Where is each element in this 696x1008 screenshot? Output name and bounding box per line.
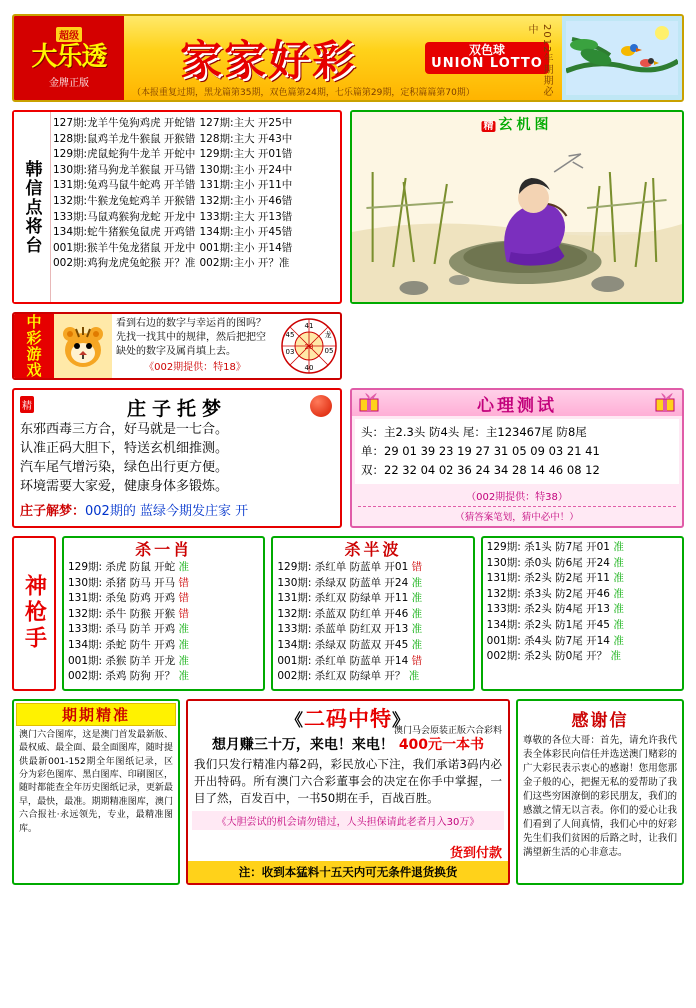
tiger-icon — [58, 320, 108, 372]
row-zhongcai — [12, 312, 684, 380]
xuanji-caption — [482, 114, 553, 134]
xinli-row: 头：主2.3头 防4头 尾：主123467尾 防8尾 — [361, 425, 587, 439]
ad-note: 《大胆尝试的机会请勿错过，人头担保请此老者月入30万》 — [192, 811, 504, 830]
zhuangzi-line: 环境需要大家爱，健康身体多锻炼。 — [20, 479, 229, 494]
forecast-result: 准 — [411, 638, 423, 651]
masthead-sup: 超级 — [56, 27, 82, 42]
svg-text:41: 41 — [304, 322, 314, 330]
ad-payment-label: 货到付款 — [449, 845, 502, 861]
panel-title: 杀一肖 — [135, 540, 193, 559]
panel-shabanbo — [271, 536, 474, 691]
hanxin-result-line: 129期:主大 开01错 — [199, 148, 293, 161]
forecast-result: 准 — [178, 561, 189, 573]
forecast-line — [277, 591, 468, 607]
forecast-text: 129期: 杀红单 防蓝单 开01 — [277, 561, 412, 573]
forecast-result: 准 — [613, 603, 624, 616]
forecast-text: 134期: 杀绿双 防蓝双 开45 — [277, 638, 412, 651]
forecast-line — [487, 571, 678, 587]
forecast-line — [487, 618, 678, 634]
hanxin-line: 132期:牛猴龙兔蛇鸡羊 开猴错 — [53, 194, 196, 207]
forecast-text: 133期: 杀蓝单 防红双 开13 — [277, 623, 412, 636]
row-zhuangzi-xinli — [12, 388, 684, 528]
panel-title: 杀半波 — [344, 540, 402, 559]
zhuangzi-line: 汽车尾气增污染，绿色出行更方便。 — [20, 460, 229, 475]
forecast-result: 准 — [411, 623, 423, 636]
forecast-line — [277, 654, 468, 670]
forecast-result: 错 — [178, 592, 189, 605]
hanxin-result-line: 128期:主大 开43中 — [199, 132, 293, 145]
forecast-line — [487, 587, 678, 603]
ad-return-policy: 注：收到本猛料十五天内可无条件退货换货 — [188, 861, 508, 883]
hanxin-left-column — [53, 116, 196, 298]
zhongcai-supply: 《002期提供：特18》 — [144, 362, 246, 373]
forecast-line — [487, 556, 678, 572]
forecast-line — [277, 607, 468, 623]
forecast-text: 129期: 杀1头 防7尾 开01 — [486, 541, 614, 553]
forecast-text: 133期: 杀2头 防4尾 开13 — [486, 603, 614, 616]
forecast-result: 准 — [613, 572, 624, 585]
hanxin-line: 134期:蛇牛猪猴兔鼠虎 开鸡错 — [53, 226, 196, 239]
thankyou-title: 感谢信 — [571, 710, 629, 731]
hanxin-line: 128期:鼠鸡羊龙牛猴鼠 开猴错 — [53, 132, 196, 145]
xinli-supply: （002期提供：特38） — [466, 492, 568, 503]
forecast-text: 001期: 杀4头 防7尾 开14 — [486, 634, 614, 647]
svg-text:40: 40 — [304, 364, 314, 372]
zhuangzi-answer-label: 庄子解梦： — [20, 504, 86, 519]
shenqiangshou-title: 神枪手 — [12, 536, 56, 691]
masthead-left-logo — [14, 16, 124, 100]
gift-icon — [358, 392, 380, 412]
forecast-result: 准 — [610, 650, 621, 663]
hanxin-result-line: 002期:主小 开？准 — [199, 257, 290, 270]
hanxin-line: 001期:猴羊牛兔龙猪鼠 开龙中 — [53, 241, 196, 254]
hanxin-result-line: 001期:主小 开14错 — [199, 241, 293, 254]
xuanji-illustration — [352, 112, 682, 302]
forecast-line — [487, 540, 678, 556]
hanxin-title: 韩信点将台 — [14, 112, 51, 302]
ad-title-bracket-right: 》 — [392, 710, 410, 731]
hanxin-line: 131期:兔鸡马鼠牛蛇鸡 开羊错 — [53, 179, 196, 192]
forecast-line — [277, 622, 468, 638]
page-title: 家家好彩 — [179, 36, 356, 85]
zhuangzi-title: 庄子托梦 — [126, 397, 227, 420]
forecast-line — [487, 602, 678, 618]
forecast-text: 001期: 杀猴 防羊 开龙 — [68, 654, 179, 667]
erma-zhongte-ad — [186, 699, 510, 885]
forecast-line — [277, 638, 468, 654]
zhongcai-wheel — [278, 314, 340, 378]
forecast-result: 准 — [411, 607, 423, 620]
masthead-illustration — [562, 16, 682, 100]
forecast-text: 134期: 杀蛇 防牛 开鸡 — [68, 638, 179, 651]
lucky-wheel-icon — [280, 317, 338, 375]
forecast-text: 130期: 杀猪 防马 开马 — [68, 576, 179, 589]
qiqi-text: 澳门六合图库，这是澳门首发最新版、最权威、最全面、最全面图库，随时提供最新001-152期全年图纸记录，区分为彩色图库、黑白图库、印刷图区，随时都能查全年历史图纸记录，更新最早，最快，最准。期期精准图库，澳门六合报社·永远领先，专业，最精准图库。 — [19, 729, 173, 834]
masthead-vertical-text: 2012年期期必中 — [526, 24, 552, 98]
ad-title-bracket-left: 《 — [286, 710, 304, 731]
qiqi-jingzhun-block — [12, 699, 180, 885]
xinli-row: 单：29 01 39 23 19 27 31 05 09 03 21 41 — [361, 444, 600, 458]
thankyou-text: 尊敬的各位大哥：首先，请允许我代表全体彩民向信任并选送澳门赌彩的广大彩民表示衷心的感谢！您用您那金子般的心，把握无私的爱帮助了我们这些穷困潦倒的彩民朋友，我们的感激之情无以言表。你们的爱心让我们看到了人间真情，我们心中的好彩先生们我们贫困的后路之时，让我们满望新生活的心非意志。 — [523, 734, 677, 858]
svg-text:05: 05 — [324, 347, 334, 355]
hanxin-line: 002期:鸡狗龙虎兔蛇猴 开？准 — [53, 257, 196, 270]
forecast-result: 准 — [613, 634, 624, 647]
zhongcai-instructions — [112, 314, 278, 378]
forecast-result: 准 — [613, 541, 624, 553]
forecast-text: 131期: 杀红双 防绿单 开11 — [277, 592, 412, 605]
panel-shayixiao — [62, 536, 265, 691]
forecast-result: 准 — [408, 670, 420, 683]
forecast-text: 132期: 杀蓝双 防红单 开46 — [277, 607, 412, 620]
forecast-line — [68, 591, 259, 607]
svg-text:45: 45 — [285, 331, 295, 339]
forecast-result: 准 — [178, 623, 189, 636]
hanxin-result-line: 134期:主小 开45错 — [199, 226, 293, 239]
ad-body: 我们只发行精准内幕2码，彩民放心下注，我们承诺3码内必开出特码。所有澳门六合彩董事会的决定在你手中掌握，一目了然，百发百中，一书50期在手，百战百胜。 — [194, 756, 502, 805]
svg-text:03: 03 — [285, 348, 295, 356]
masthead-gold-label: 金牌正版 — [49, 78, 89, 89]
zhongcai-game-block — [12, 312, 342, 380]
forecast-result: 错 — [411, 654, 423, 667]
hanxin-result-line: 131期:主小 开11中 — [199, 179, 293, 192]
forecast-text: 131期: 杀2头 防2尾 开11 — [486, 572, 614, 585]
forecast-line — [487, 649, 678, 665]
xinli-title: 心理测试 — [477, 395, 557, 416]
masthead-subline: （本报重复过期，黑龙篇第35期，双色篇第24期，七乐篇第29期，定积篇篇第70期） — [132, 88, 475, 98]
gift-icon — [654, 392, 676, 412]
forecast-result: 准 — [411, 592, 423, 605]
zhuangzi-answer-value: 002期的 蓝绿今期发庄家 开 — [85, 504, 249, 519]
xinli-row: 双：22 32 04 02 36 24 34 28 14 46 08 12 — [361, 463, 600, 477]
forecast-text: 002期: 杀红双 防绿单 开？ — [277, 670, 409, 683]
ad-slogan: 想月赚三十万，来电！来电！ — [211, 736, 394, 753]
forecast-result: 错 — [178, 576, 189, 589]
forecast-text: 130期: 杀绿双 防蓝单 开24 — [277, 576, 412, 589]
forecast-result: 准 — [613, 587, 624, 600]
hanxin-line: 133期:马鼠鸡猴狗龙蛇 开龙中 — [53, 210, 196, 223]
zhuangzi-line: 东邪西毒三方合，好马就是一七合。 — [20, 422, 229, 437]
forecast-text: 001期: 杀红单 防蓝单 开14 — [277, 654, 412, 667]
forecast-result: 准 — [411, 576, 423, 589]
xuanji-title: 玄机图 — [498, 117, 553, 133]
forecast-line — [68, 638, 259, 654]
thankyou-letter-block — [516, 699, 684, 885]
forecast-result: 准 — [613, 556, 624, 569]
xinli-note: （猜答案笔划，猜中必中！） — [358, 506, 676, 523]
hanxin-line: 127期:龙羊牛兔狗鸡虎 开蛇错 — [53, 117, 196, 129]
forecast-text: 002期: 杀2头 防0尾 开？ — [486, 650, 611, 663]
forecast-line — [68, 560, 259, 576]
zhuangzi-badge: 精 — [20, 396, 34, 413]
forecast-line — [277, 560, 468, 576]
zhongcai-title: 中彩游戏 — [14, 314, 54, 378]
ad-price: 400元一本书 — [398, 736, 485, 753]
forecast-line — [68, 622, 259, 638]
zhuangzi-block — [12, 388, 342, 528]
zhongcai-text: 看到右边的数字与幸运肖的图吗？先找一找其中的规律，然后把把空缺处的数字及属肖填上去。 — [116, 318, 266, 357]
shenqiangshou-section — [12, 536, 684, 691]
svg-text:龙: 龙 — [324, 331, 332, 339]
hanxin-result-line: 133期:主大 开13错 — [199, 210, 293, 223]
forecast-line — [68, 607, 259, 623]
forecast-result: 准 — [178, 670, 189, 683]
qiqi-title: 期期精准 — [16, 703, 176, 726]
forecast-text: 130期: 杀0头 防6尾 开24 — [486, 556, 614, 569]
forecast-result: 准 — [178, 638, 189, 651]
forecast-line — [68, 576, 259, 592]
forecast-result: 准 — [178, 654, 189, 667]
ad-subtitle — [192, 734, 504, 754]
forecast-text: 002期: 杀鸡 防狗 开？ — [68, 670, 179, 683]
bottom-section — [12, 699, 684, 885]
forecast-line — [487, 634, 678, 650]
hanxin-result-line: 132期:主小 开46错 — [199, 194, 293, 207]
forecast-line — [277, 669, 468, 685]
forecast-line — [68, 654, 259, 670]
forecast-text: 129期: 杀虎 防鼠 开蛇 — [68, 561, 179, 573]
hanxin-result-line: 130期:主小 开24中 — [199, 163, 293, 176]
xinli-rows — [355, 419, 679, 484]
masthead-lottery-name: 大乐透 — [31, 42, 107, 72]
xinli-block — [350, 388, 684, 528]
hanxin-line: 129期:虎鼠蛇狗牛龙羊 开蛇中 — [53, 148, 196, 161]
ad-title-text: 二码中特 — [304, 706, 392, 731]
row-hanxin-xuanji — [12, 110, 684, 304]
hanxin-block — [12, 110, 342, 304]
forecast-result: 错 — [178, 607, 189, 620]
hanxin-right-column — [196, 116, 339, 298]
red-ball-icon — [310, 395, 332, 417]
forecast-text: 132期: 杀3头 防2尾 开46 — [486, 587, 614, 600]
lotto-en-label: UNION LOTTO — [431, 56, 543, 72]
xuanji-badge: 精 — [483, 121, 494, 132]
zhongcai-mascot — [54, 314, 112, 378]
zhuangzi-answer — [20, 500, 334, 519]
forecast-text: 134期: 杀2头 防1尾 开45 — [486, 618, 614, 631]
masthead — [12, 14, 684, 102]
forecast-line — [68, 669, 259, 685]
svg-text:28: 28 — [304, 343, 314, 351]
bird-branch-icon — [566, 21, 678, 95]
forecast-text: 133期: 杀马 防羊 开鸡 — [68, 623, 179, 636]
panel-shatouwei — [481, 536, 684, 691]
ad-brand: 澳门马会原装正版六合彩料 — [393, 725, 502, 736]
forecast-text: 132期: 杀牛 防猴 开猴 — [68, 607, 179, 620]
hanxin-result-line: 127期:主大 开25中 — [199, 117, 293, 129]
zhuangzi-line: 认准正码大胆下，特送玄机细推测。 — [20, 441, 229, 456]
lotto-cn-label: 双色球 — [468, 43, 505, 58]
forecast-result: 准 — [613, 618, 624, 631]
forecast-line — [277, 576, 468, 592]
hanxin-line: 130期:猪马狗龙羊猴鼠 开马错 — [53, 163, 196, 176]
xuanji-panel — [350, 110, 684, 304]
forecast-result: 错 — [411, 561, 423, 573]
forecast-text: 131期: 杀兔 防鸡 开鸡 — [68, 592, 179, 605]
